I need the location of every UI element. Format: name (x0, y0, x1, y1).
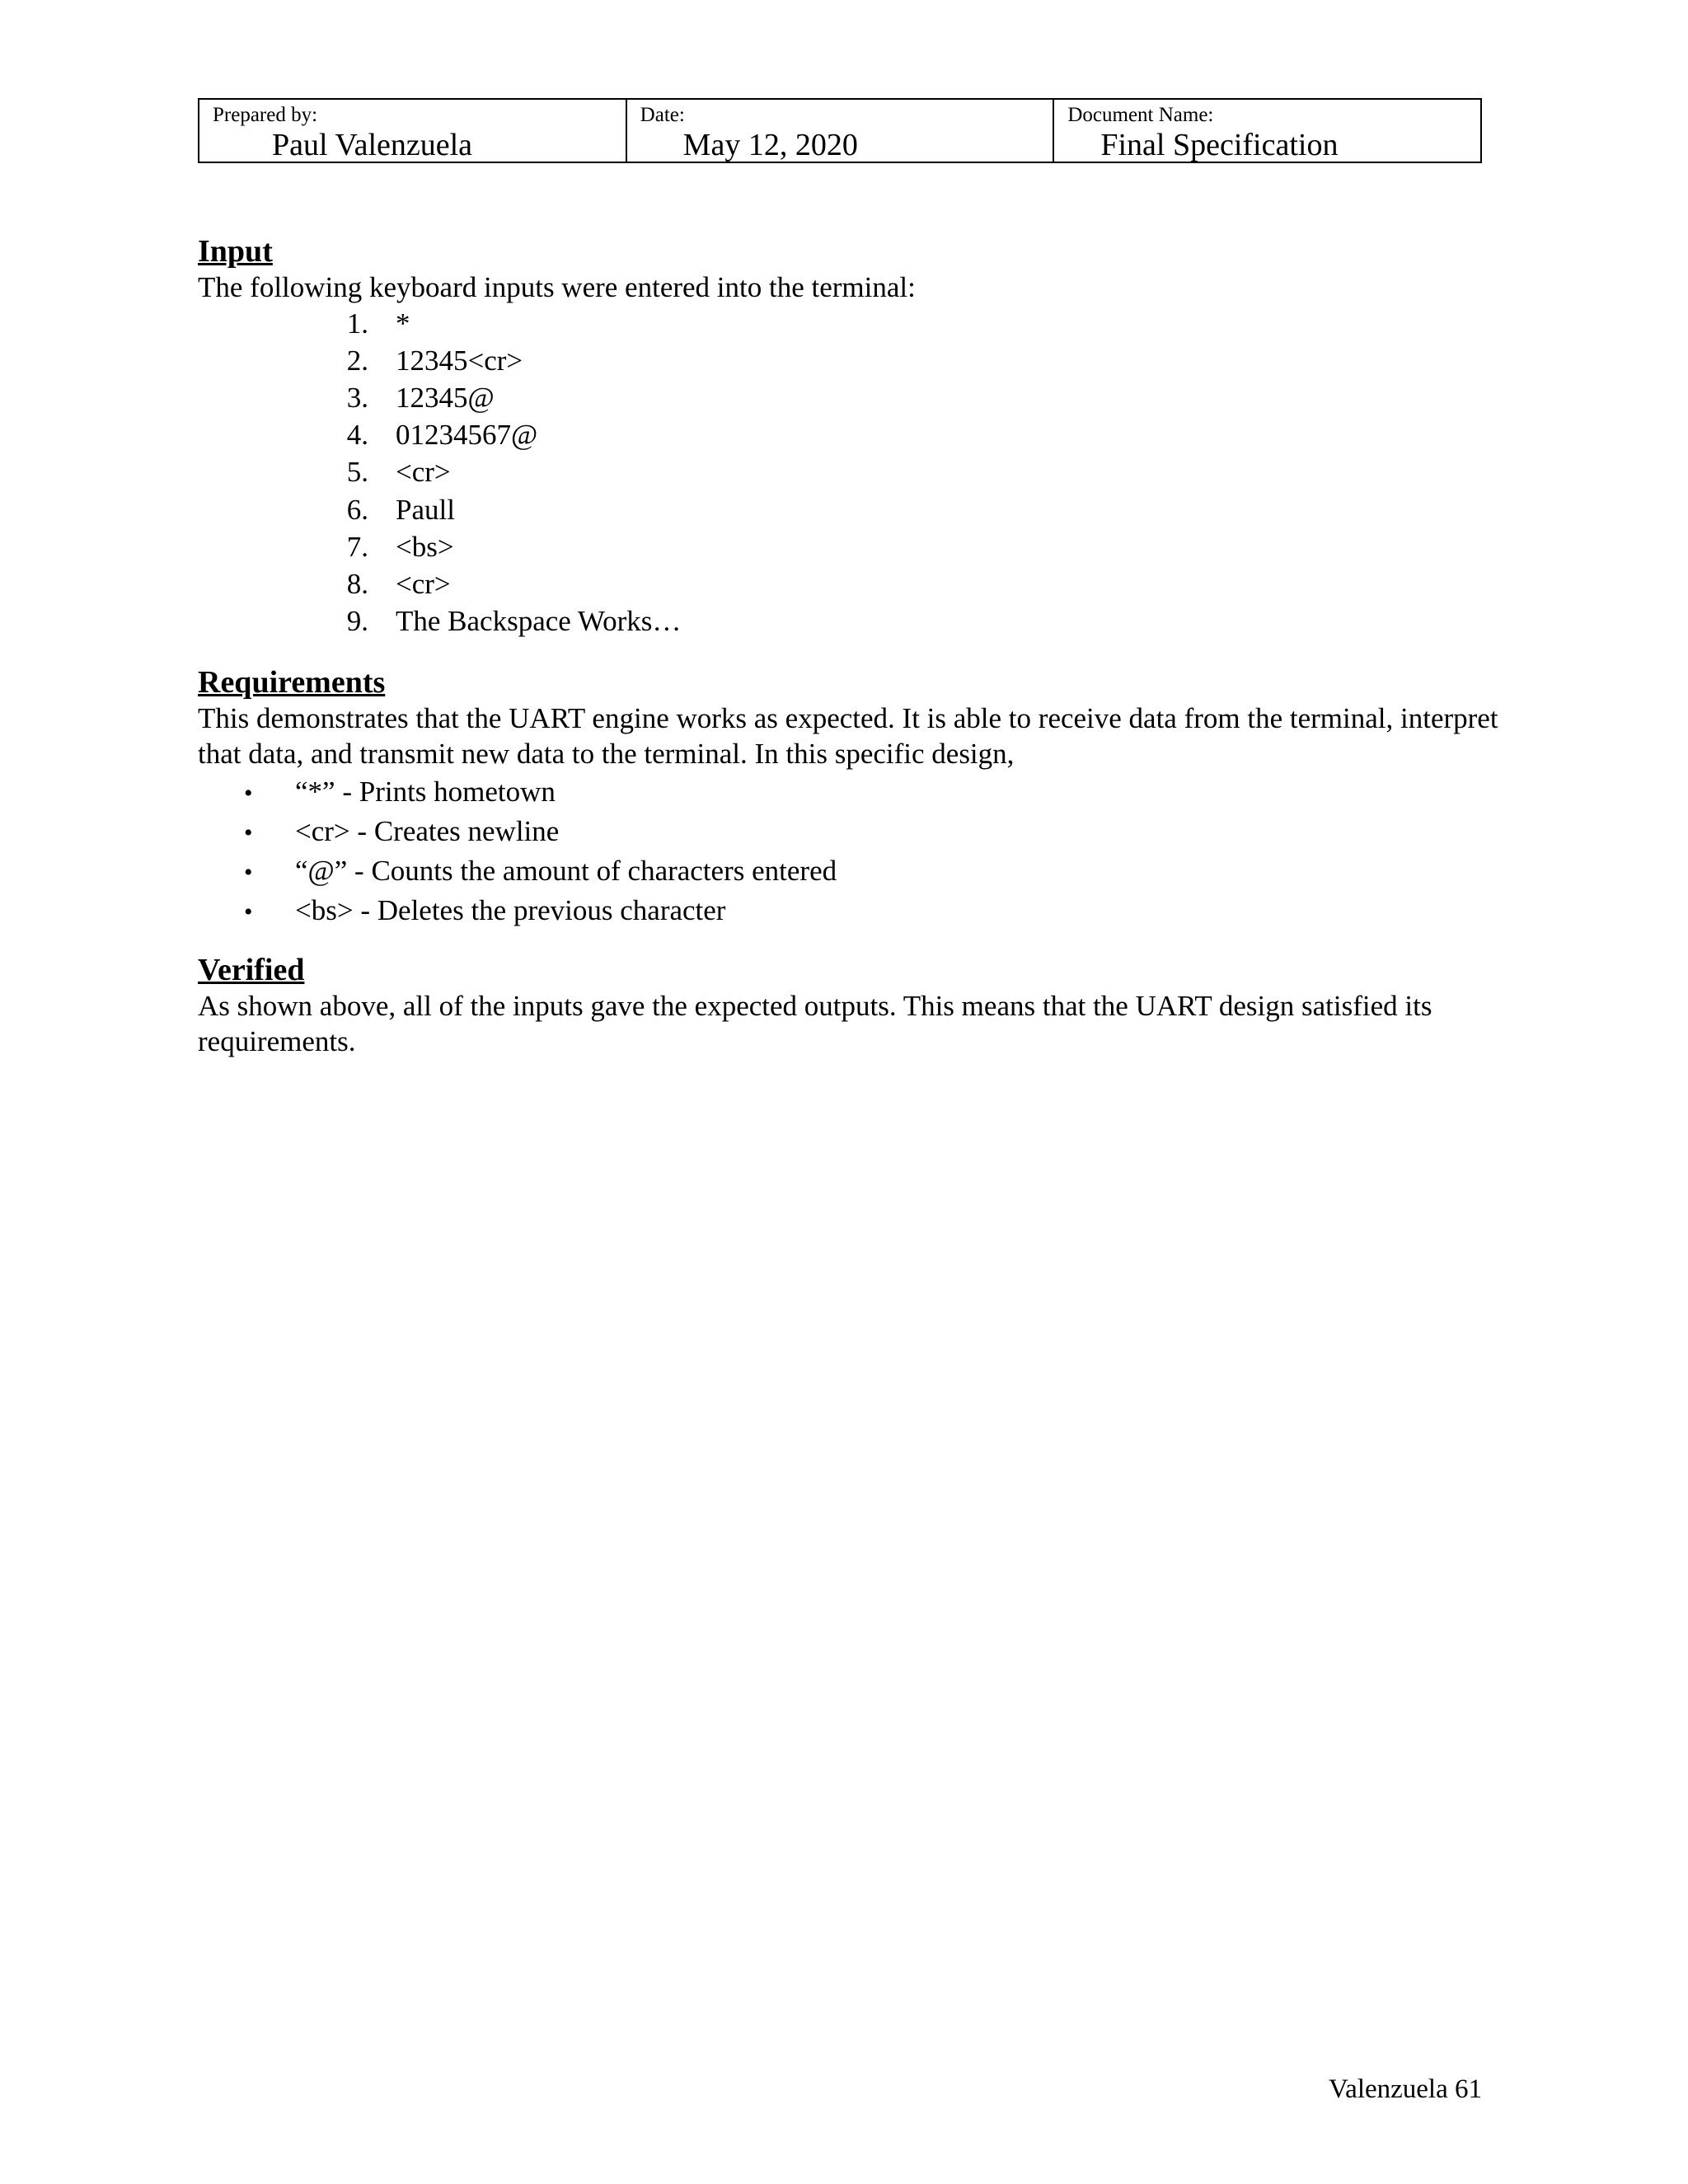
bullet-text: “*” - Prints hometown (295, 776, 556, 808)
list-number: 3. (346, 382, 368, 414)
requirement-bullet-item (244, 891, 725, 930)
list-text: <cr> (396, 568, 451, 600)
prepared-by-value: Paul Valenzuela (272, 128, 473, 162)
requirement-bullet-item (244, 851, 837, 891)
input-list-item (313, 379, 495, 416)
input-list-item (313, 342, 523, 379)
date-cell (626, 100, 1053, 162)
requirements-paragraph: This demonstrates that the UART engine works as expected. It is able to receive data from the terminal, interpret that data, and transmit new data to the terminal. In this specific design, (198, 702, 1498, 770)
bullet-icon: • (244, 819, 253, 846)
list-number: 7. (346, 531, 368, 563)
requirements-heading: Requirements (198, 665, 386, 700)
prepared-by-label: Prepared by: (213, 104, 318, 126)
list-number: 6. (346, 494, 368, 526)
list-text: Paull (396, 494, 455, 526)
list-text: 12345@ (396, 382, 495, 414)
document-name-cell (1053, 100, 1480, 162)
list-number: 1. (346, 307, 368, 340)
list-text: <cr> (396, 456, 451, 488)
input-intro: The following keyboard inputs were entered into the terminal: (198, 271, 916, 303)
requirement-bullet-item (244, 812, 559, 851)
input-list-item (313, 305, 410, 342)
input-list-item (313, 453, 451, 490)
list-text: * (396, 307, 410, 340)
list-number: 2. (346, 344, 368, 377)
date-label: Date: (640, 104, 685, 126)
input-list-item (313, 565, 451, 602)
bullet-icon: • (244, 780, 253, 807)
bullet-text: “@” - Counts the amount of characters entered (295, 855, 837, 887)
document-name-value: Final Specification (1100, 128, 1339, 162)
bullet-text: <cr> - Creates newline (295, 815, 560, 847)
bullet-text: <bs> - Deletes the previous character (295, 894, 726, 926)
input-list-item (313, 491, 455, 528)
verified-heading: Verified (198, 953, 305, 987)
list-number: 4. (346, 419, 368, 451)
list-text: The Backspace Works… (396, 605, 682, 637)
input-list-item (313, 602, 681, 640)
list-text: <bs> (396, 531, 454, 563)
list-text: 01234567@ (396, 419, 538, 451)
document-header-table (198, 98, 1482, 163)
bullet-icon: • (244, 898, 253, 926)
document-name-label: Document Name: (1067, 104, 1214, 126)
list-number: 9. (346, 605, 368, 637)
bullet-icon: • (244, 859, 253, 886)
date-value: May 12, 2020 (682, 128, 858, 162)
input-list-item (313, 416, 537, 453)
input-heading: Input (198, 234, 273, 269)
input-list-item (313, 528, 454, 565)
list-text: 12345<cr> (396, 344, 523, 377)
list-number: 5. (346, 456, 368, 488)
page-number: Valenzuela 61 (1329, 2074, 1482, 2104)
verified-paragraph: As shown above, all of the inputs gave the expected outputs. This means that the UART design satisfied its requirements. (198, 990, 1432, 1057)
requirement-bullet-item (244, 772, 556, 812)
prepared-by-cell (199, 100, 626, 162)
list-number: 8. (346, 568, 368, 600)
